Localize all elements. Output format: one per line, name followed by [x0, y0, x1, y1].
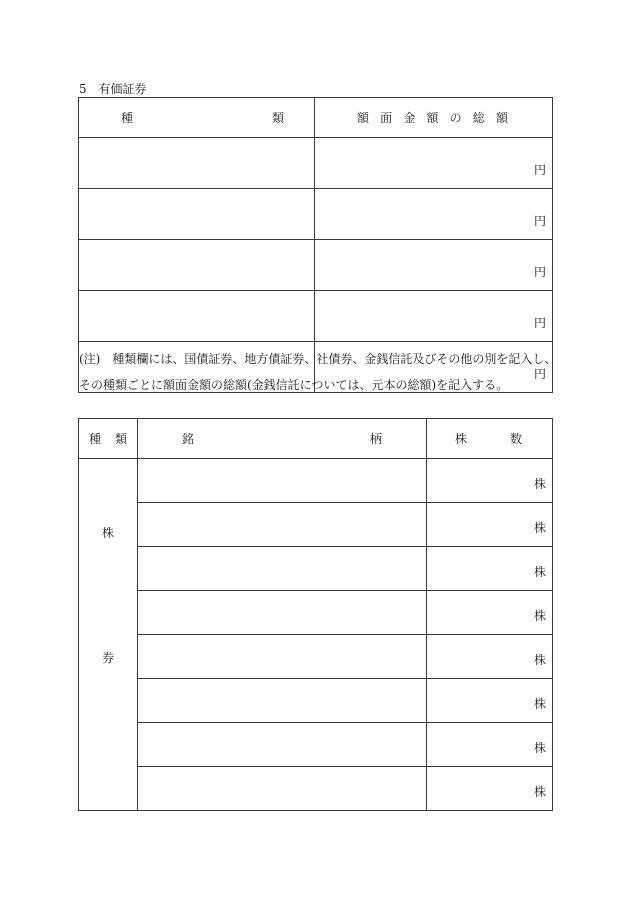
yen-unit: 円 — [533, 163, 546, 177]
type-label-char: 券 — [101, 651, 114, 665]
share-unit: 株 — [533, 477, 546, 491]
brand-cell[interactable] — [138, 635, 427, 679]
share-unit: 株 — [533, 785, 546, 799]
share-unit: 株 — [533, 521, 546, 535]
share-unit: 株 — [533, 565, 546, 579]
brand-cell[interactable] — [138, 547, 427, 591]
header-char: 類 — [114, 432, 127, 446]
yen-unit: 円 — [533, 367, 546, 381]
yen-unit: 円 — [533, 316, 546, 330]
table-row — [79, 503, 553, 547]
brand-header-cell — [138, 419, 427, 459]
share-unit: 株 — [533, 697, 546, 711]
header-char: の — [449, 111, 462, 125]
note-line-1: (注) 種類欄には、国債証券、地方債証券、社債券、金銭信託及びその他の別を記入し、 — [79, 352, 557, 366]
count-header-cell — [427, 419, 553, 459]
header-char: 柄 — [369, 432, 382, 446]
header-char: 額 — [426, 111, 439, 125]
header-char: 種 — [121, 111, 134, 125]
amount-cell[interactable] — [315, 189, 553, 240]
share-unit: 株 — [533, 653, 546, 667]
count-cell[interactable] — [427, 503, 553, 547]
count-cell[interactable] — [427, 679, 553, 723]
table-row — [79, 189, 553, 240]
amount-cell[interactable] — [315, 240, 553, 291]
section-heading — [79, 80, 146, 97]
header-char: 金 — [403, 111, 416, 125]
table-row — [79, 723, 553, 767]
count-cell[interactable] — [427, 459, 553, 503]
yen-unit: 円 — [533, 265, 546, 279]
header-char: 類 — [271, 111, 284, 125]
table-header-row — [79, 98, 553, 138]
table-row — [79, 767, 553, 811]
count-cell[interactable] — [427, 767, 553, 811]
yen-unit: 円 — [533, 214, 546, 228]
header-char: 種 — [89, 432, 102, 446]
table-row — [79, 635, 553, 679]
header-char: 株 — [455, 432, 468, 446]
brand-cell[interactable] — [138, 767, 427, 811]
brand-cell[interactable] — [138, 591, 427, 635]
table-row — [79, 547, 553, 591]
count-cell[interactable] — [427, 591, 553, 635]
table-row — [79, 591, 553, 635]
table-row — [79, 138, 553, 189]
share-unit: 株 — [533, 609, 546, 623]
type-cell[interactable] — [79, 240, 315, 291]
count-cell[interactable] — [427, 547, 553, 591]
header-char: 数 — [509, 432, 522, 446]
table-row — [79, 459, 553, 503]
header-char: 総 — [472, 111, 485, 125]
share-unit: 株 — [533, 741, 546, 755]
type-cell[interactable] — [79, 291, 315, 342]
type-header-cell — [79, 419, 138, 459]
brand-cell[interactable] — [138, 723, 427, 767]
type-cell[interactable] — [79, 189, 315, 240]
table-row — [79, 291, 553, 342]
type-cell[interactable] — [79, 138, 315, 189]
table-header-row — [79, 419, 553, 459]
section-title: 有価証券 — [98, 82, 147, 96]
count-cell[interactable] — [427, 723, 553, 767]
note-line-2: その種類ごとに額面金額の総額(金銭信託については、元本の総額)を記入する。 — [79, 378, 509, 392]
amount-cell[interactable] — [315, 138, 553, 189]
header-char: 銘 — [182, 432, 195, 446]
table-row — [79, 679, 553, 723]
stock-type-cell — [79, 459, 138, 811]
count-cell[interactable] — [427, 635, 553, 679]
type-header-cell — [79, 98, 315, 138]
securities-table — [78, 97, 553, 393]
header-char: 額 — [357, 111, 370, 125]
brand-cell[interactable] — [138, 503, 427, 547]
section-number: 5 — [79, 82, 87, 96]
stock-table — [78, 418, 553, 811]
header-char: 額 — [495, 111, 508, 125]
table-row — [79, 240, 553, 291]
type-label-char: 株 — [101, 526, 114, 540]
amount-header-cell — [315, 98, 553, 138]
brand-cell[interactable] — [138, 679, 427, 723]
amount-cell[interactable] — [315, 291, 553, 342]
header-char: 面 — [380, 111, 393, 125]
brand-cell[interactable] — [138, 459, 427, 503]
